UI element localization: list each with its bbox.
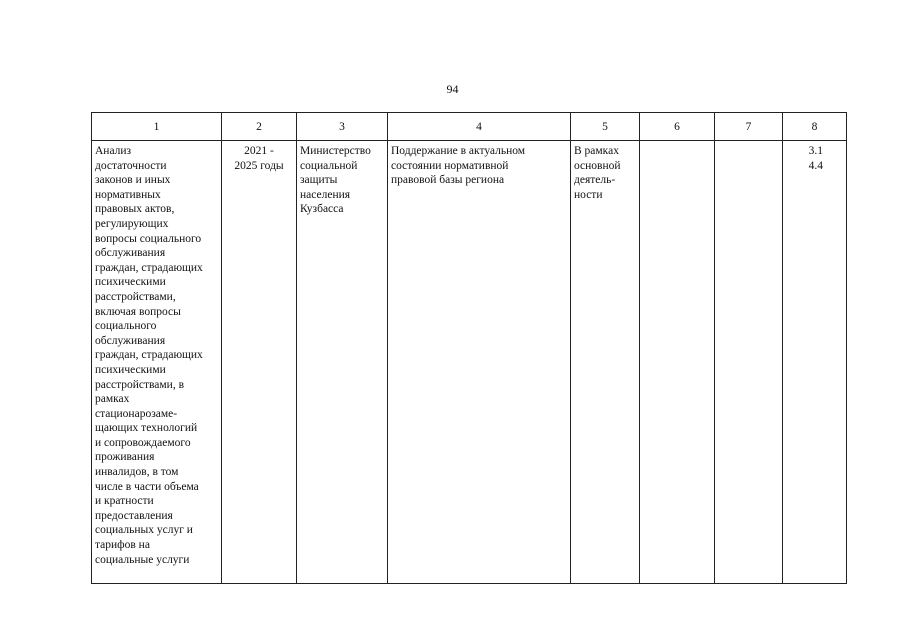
executor-line: социальной [300,159,358,172]
header-row [92,113,847,141]
funding-line: основной [574,159,621,172]
activity-line: включая вопросы [95,305,181,318]
column-7-cell [715,141,783,584]
column-header-4: 4 [388,113,571,141]
executor-line: Министерство [300,145,371,157]
period-cell [222,141,297,584]
funding-line: деятель- [574,174,616,187]
activity-line: регулирующих [95,217,169,230]
page-number: 94 [446,82,459,96]
activity-line: щающих технологий [95,422,198,435]
activity-line: числе в части объема [95,480,199,493]
activity-line: вопросы социального [95,232,202,245]
result-line: Поддержание в актуальном [391,145,526,157]
indicator-line: 3.1 [808,145,823,157]
activity-line: социальных услуг и [95,524,193,537]
activity-line: социального [95,320,157,333]
period-line: 2025 годы [234,159,284,172]
activity-line: обслуживания [95,247,166,260]
result-cell [388,141,571,584]
indicator-line: 4.4 [808,159,823,172]
activity-line: и кратности [95,495,154,508]
executor-line: населения [300,188,351,201]
activity-line: Анализ [95,145,132,157]
activity-line: и сопровождаемого [95,436,191,449]
executor-line: защиты [300,174,338,187]
indicators-cell [783,141,847,584]
funding-line: ности [574,188,603,201]
activity-line: обслуживания [95,334,166,347]
executor-cell [297,141,388,584]
column-header-7: 7 [715,113,783,141]
funding-cell [571,141,640,584]
column-header-8: 8 [783,113,847,141]
column-header-5: 5 [571,113,640,141]
activity-line: социальные услуги [95,553,190,566]
activity-line: проживания [95,451,155,464]
table-row [92,141,847,584]
activity-line: расстройствами, в [95,378,185,391]
activity-line: тарифов на [95,539,150,552]
column-header-1: 1 [92,113,222,141]
activity-line: инвалидов, в том [95,466,179,479]
activity-line: правовых актов, [95,203,175,216]
result-line: правовой базы региона [391,174,505,187]
activity-line: достаточности [95,159,167,172]
activity-line: граждан, страдающих [95,349,203,362]
column-header-6: 6 [640,113,715,141]
activity-line: стационарозаме- [95,407,178,420]
funding-line: В рамках [574,145,619,157]
activity-line: предоставления [95,509,173,522]
period-line: 2021 - [244,145,274,157]
result-line: состоянии нормативной [391,159,509,172]
activity-line: законов и иных [95,174,171,187]
measures-table [91,112,847,584]
activity-line: психическими [95,363,166,376]
activity-line: нормативных [95,188,161,201]
activity-cell [92,141,222,584]
activity-line: расстройствами, [95,290,176,303]
activity-line: психическими [95,276,166,289]
executor-line: Кузбасса [300,203,344,216]
column-header-2: 2 [222,113,297,141]
column-6-cell [640,141,715,584]
column-header-3: 3 [297,113,388,141]
activity-line: рамках [95,393,130,406]
activity-line: граждан, страдающих [95,261,203,274]
